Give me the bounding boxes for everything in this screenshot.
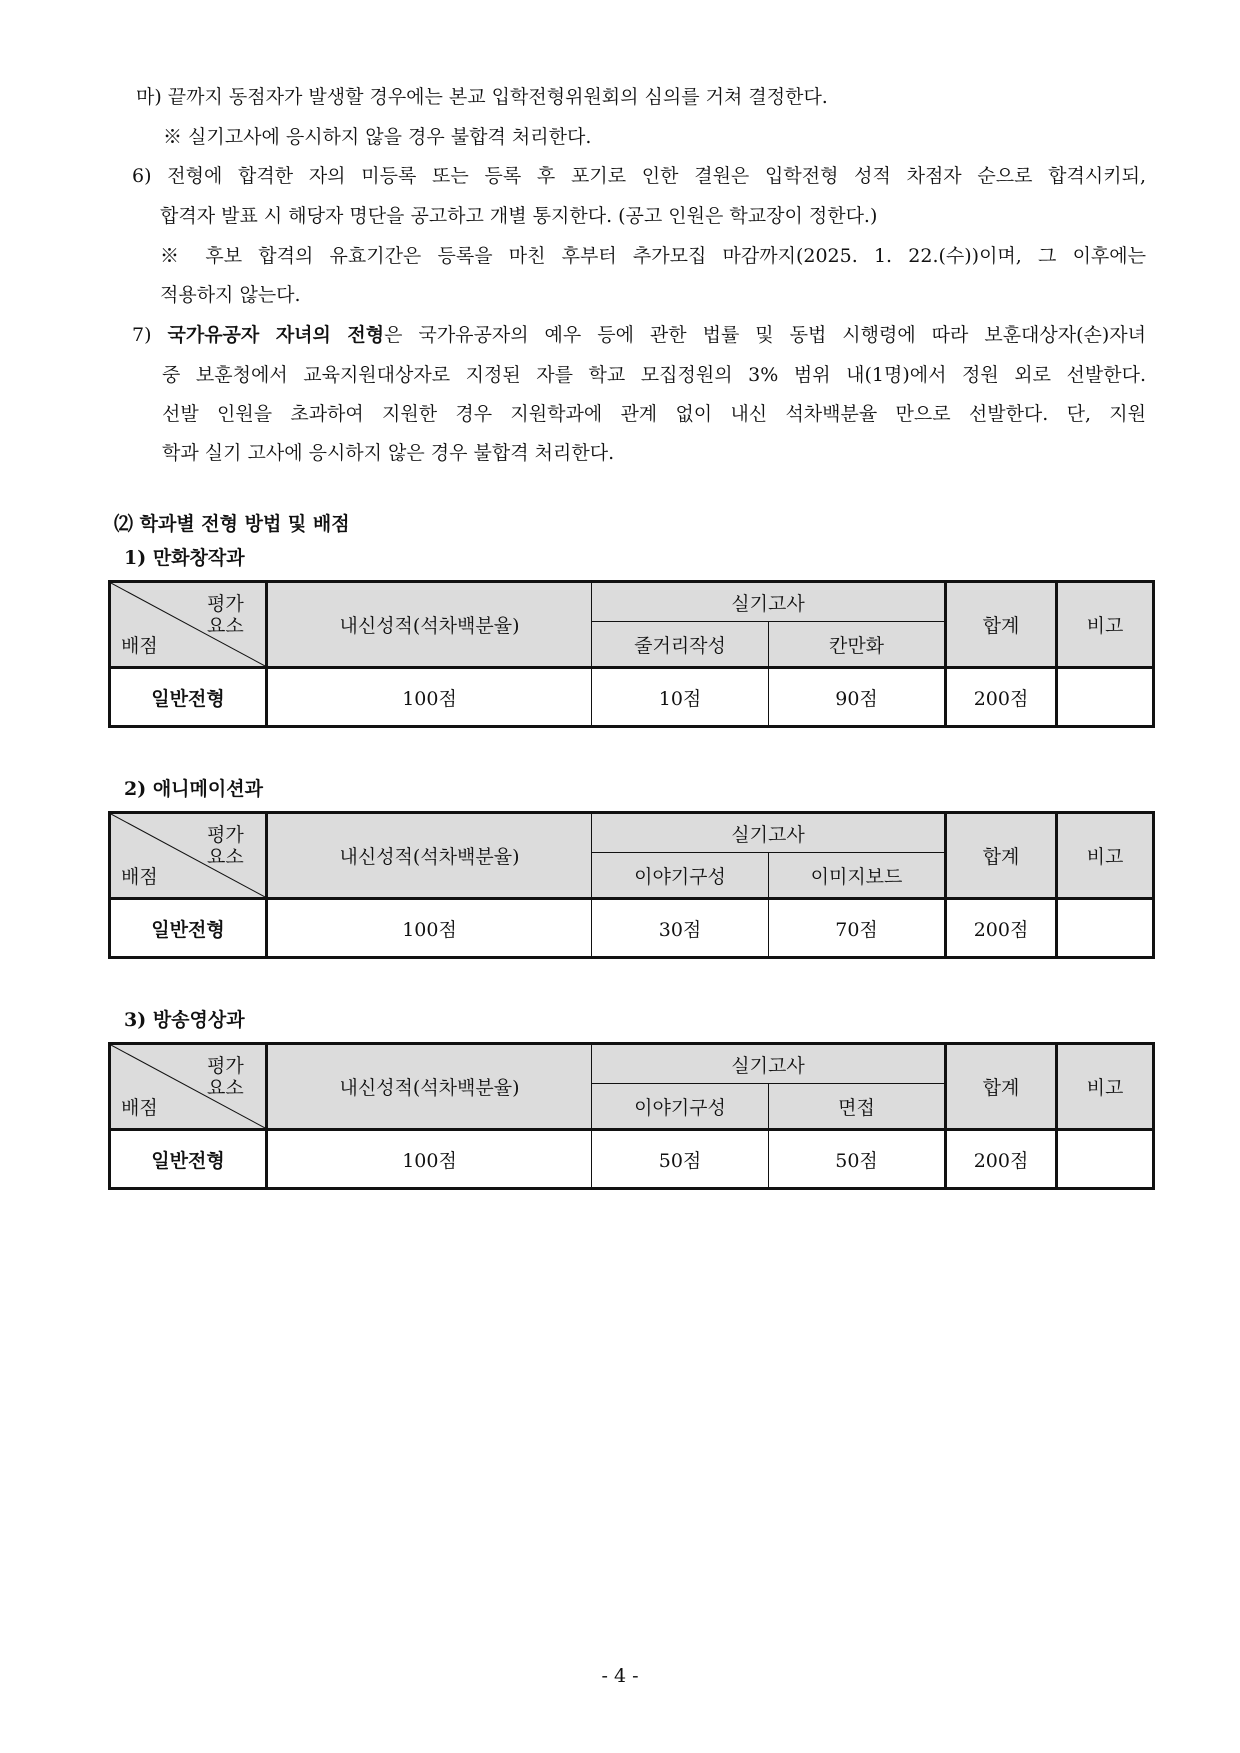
header-note: 비고: [1057, 813, 1154, 899]
cell-sub2: 50점: [769, 1130, 946, 1189]
cell-sub2: 70점: [769, 899, 946, 958]
cell-note: [1057, 899, 1154, 958]
cell-sub1: 50점: [592, 1130, 769, 1189]
diag-label-bottom: 배점: [121, 635, 158, 657]
cell-total: 200점: [946, 668, 1057, 727]
table-title-broadcast: 3) 방송영상과: [124, 1009, 245, 1031]
diagonal-header-cell: [110, 813, 267, 899]
paragraph-veterans-line4: 학과 실기 고사에 응시하지 않은 경우 불합격 처리한다.: [162, 442, 615, 464]
paragraph-veterans-line2: 중 보훈청에서 교육지원대상자로 지정된 자를 학교 모집정원의 3% 범위 내(1명)에서 정원 외로 선발한다.: [162, 364, 1146, 386]
paragraph-vacancy-line2: 합격자 발표 시 해당자 명단을 공고하고 개별 통지한다. (공고 인원은 학교장이 정한다.): [160, 205, 878, 227]
diag-label-top2: 요소: [207, 1077, 244, 1099]
cell-note: [1057, 668, 1154, 727]
cell-note: [1057, 1130, 1154, 1189]
diag-label-top1: 평가: [207, 824, 244, 846]
header-note: 비고: [1057, 1044, 1154, 1130]
veterans-line1-rest: 은 국가유공자의 예우 등에 관한 법률 및 동법 시행령에 따라 보훈대상자(손)자녀: [384, 324, 1146, 346]
score-table-manhwa: [108, 580, 1155, 728]
paragraph-veterans-line3: 선발 인원을 초과하여 지원한 경우 지원학과에 관계 없이 내신 석차백분율 만으로 선발한다. 단, 지원: [162, 403, 1146, 425]
header-note: 비고: [1057, 582, 1154, 668]
cell-naesin: 100점: [267, 899, 592, 958]
page-number: - 4 -: [601, 1665, 639, 1687]
note-waitlist-line1: ※ 후보 합격의 유효기간은 등록을 마친 후부터 추가모집 마감까지(2025. 1. 22.(수))이며, 그 이후에는: [160, 245, 1146, 267]
header-sub1: 줄거리작성: [592, 622, 769, 668]
row-label: 일반전형: [110, 1130, 267, 1189]
note-practical-exam: ※ 실기고사에 응시하지 않을 경우 불합격 처리한다.: [163, 126, 592, 148]
header-total: 합계: [946, 1044, 1057, 1130]
cell-total: 200점: [946, 1130, 1057, 1189]
cell-total: 200점: [946, 899, 1057, 958]
diagonal-header-cell: [110, 582, 267, 668]
cell-sub1: 30점: [592, 899, 769, 958]
table-title-animation: 2) 애니메이션과: [124, 778, 263, 800]
diagonal-header-cell: [110, 1044, 267, 1130]
score-table-animation: [108, 811, 1155, 959]
item-number: 7): [132, 324, 152, 346]
header-sub2: 면접: [769, 1084, 946, 1130]
header-sub2: 칸만화: [769, 622, 946, 668]
header-total: 합계: [946, 813, 1057, 899]
cell-sub1: 10점: [592, 668, 769, 727]
note-waitlist-line2: 적용하지 않는다.: [160, 284, 301, 306]
header-naesin: 내신성적(석차백분율): [267, 813, 592, 899]
score-table-broadcast: [108, 1042, 1155, 1190]
diag-label-bottom: 배점: [121, 1097, 158, 1119]
header-sub1: 이야기구성: [592, 853, 769, 899]
header-silgi: 실기고사: [592, 582, 946, 622]
cell-sub2: 90점: [769, 668, 946, 727]
diag-label-top2: 요소: [207, 846, 244, 868]
cell-naesin: 100점: [267, 668, 592, 727]
header-naesin: 내신성적(석차백분율): [267, 582, 592, 668]
diag-label-top2: 요소: [207, 615, 244, 637]
paragraph-tiebreak: 마) 끝까지 동점자가 발생할 경우에는 본교 입학전형위원회의 심의를 거쳐 결정한다.: [136, 86, 828, 108]
paragraph-veterans-line1: [132, 322, 1146, 348]
veterans-title: 국가유공자 자녀의 전형: [167, 324, 385, 346]
header-sub2: 이미지보드: [769, 853, 946, 899]
header-naesin: 내신성적(석차백분율): [267, 1044, 592, 1130]
row-label: 일반전형: [110, 899, 267, 958]
diag-label-bottom: 배점: [121, 866, 158, 888]
header-silgi: 실기고사: [592, 1044, 946, 1084]
header-total: 합계: [946, 582, 1057, 668]
paragraph-vacancy-line1: 6) 전형에 합격한 자의 미등록 또는 등록 후 포기로 인한 결원은 입학전형 성적 차점자 순으로 합격시키되,: [132, 165, 1146, 187]
diag-label-top1: 평가: [207, 1055, 244, 1077]
row-label: 일반전형: [110, 668, 267, 727]
header-sub1: 이야기구성: [592, 1084, 769, 1130]
diag-label-top1: 평가: [207, 593, 244, 615]
section-title: ⑵ 학과별 전형 방법 및 배점: [114, 513, 350, 535]
table-title-manhwa: 1) 만화창작과: [124, 547, 245, 569]
cell-naesin: 100점: [267, 1130, 592, 1189]
header-silgi: 실기고사: [592, 813, 946, 853]
